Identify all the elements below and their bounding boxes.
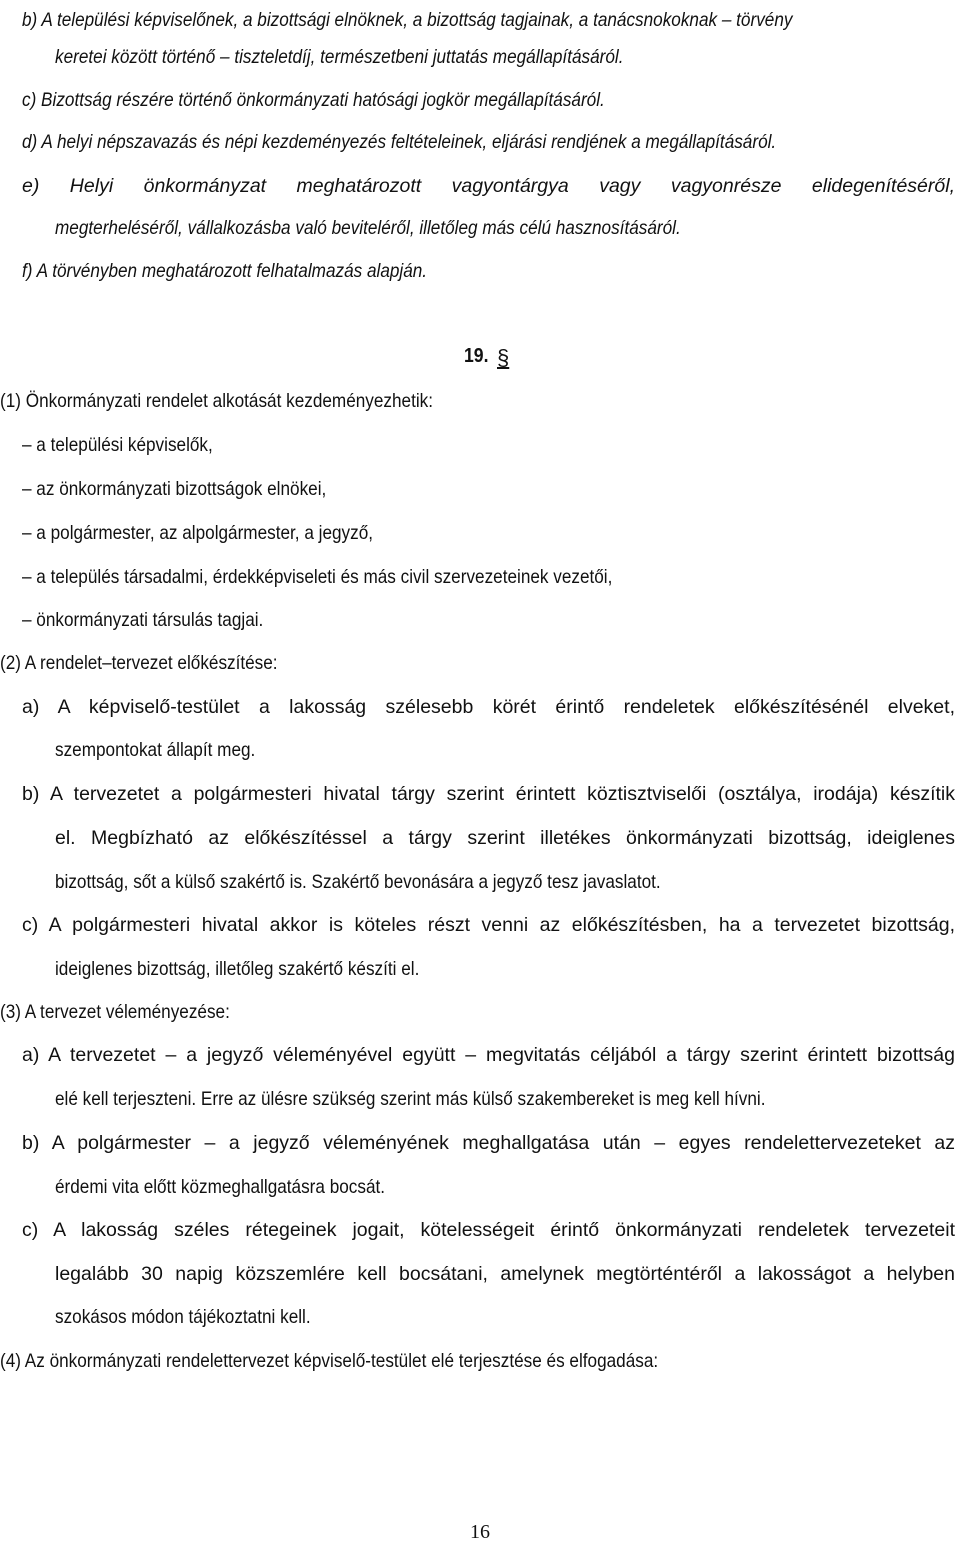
p2-item-b-line3: bizottság, sőt a külső szakértő is. Szakértő bevonására a jegyző tesz javaslatot. (55, 871, 661, 893)
p3-item-a-line1: a) A tervezetet – a jegyző véleményével együtt – megvitatás céljából a tárgy szerint érintett bizottság (22, 1044, 955, 1066)
p2-item-c-line1: c) A polgármesteri hivatal akkor is köteles részt venni az előkészítésben, ha a tervezetet bizottság, (22, 914, 955, 936)
page-number: 16 (470, 1521, 490, 1543)
list-item: – az önkormányzati bizottságok elnökei, (22, 478, 327, 500)
section-sign: § (497, 345, 510, 370)
list-item: – a polgármester, az alpolgármester, a jegyző, (22, 522, 374, 544)
p3-item-b-line2: érdemi vita előtt közmeghallgatásra bocsát. (55, 1176, 386, 1198)
list-item: – a település társadalmi, érdekképviseleti és más civil szervezeteinek vezetői, (22, 566, 613, 588)
item-c: c) Bizottság részére történő önkormányzati hatósági jogkör megállapításáról. (22, 89, 605, 111)
p2-item-a-line1: a) A képviselő-testület a lakosság szélesebb körét érintő rendeletek előkészítésénél elveket, (22, 696, 955, 718)
section-number: 19. (464, 345, 489, 367)
item-d: d) A helyi népszavazás és népi kezdeményezés feltételeinek, eljárási rendjének a megállapításáról. (22, 131, 777, 153)
paragraph-1-heading: (1) Önkormányzati rendelet alkotását kezdeményezhetik: (0, 390, 434, 412)
p2-item-a-line2: szempontokat állapít meg. (55, 739, 256, 761)
p3-item-a-line2: elé kell terjeszteni. Erre az ülésre szükség szerint más külső szakembereket is meg kell hívni. (55, 1088, 766, 1110)
paragraph-4-heading: (4) Az önkormányzati rendelettervezet képviselő-testület elé terjesztése és elfogadása: (0, 1350, 659, 1372)
p3-item-c-line3: szokásos módon tájékoztatni kell. (55, 1306, 311, 1328)
p2-item-b-line1: b) A tervezetet a polgármesteri hivatal tárgy szerint érintett köztisztviselői (osztálya, irodája) készítik (22, 783, 955, 805)
list-item: – a települési képviselők, (22, 434, 213, 456)
item-e-line2: megterheléséről, vállalkozásba való beviteléről, illetőleg más célú hasznosításáról. (55, 217, 681, 239)
p3-item-b-line1: b) A polgármester – a jegyző véleményének meghallgatása után – egyes rendelettervezeteket az (22, 1132, 955, 1154)
p3-item-c-line2: legalább 30 napig közszemlére kell bocsátani, amelynek megtörténtéről a lakosságot a helyben (55, 1263, 955, 1285)
paragraph-3-heading: (3) A tervezet véleményezése: (0, 1001, 230, 1023)
paragraph-2-heading: (2) A rendelet–tervezet előkészítése: (0, 652, 278, 674)
item-e-line1: e) Helyi önkormányzat meghatározott vagyontárgya vagy vagyonrésze elidegenítéséről, (22, 175, 955, 197)
p3-item-c-line1: c) A lakosság széles rétegeinek jogait, kötelességeit érintő önkormányzati rendeletek tervezeteit (22, 1219, 955, 1241)
item-f: f) A törvényben meghatározott felhatalmazás alapján. (22, 260, 428, 282)
item-b-line1: b) A települési képviselőnek, a bizottsági elnöknek, a bizottság tagjainak, a tanácsnokoknak – törvény (22, 9, 793, 31)
p2-item-c-line2: ideiglenes bizottság, illetőleg szakértő készíti el. (55, 958, 420, 980)
list-item: – önkormányzati társulás tagjai. (22, 609, 264, 631)
p2-item-b-line2: el. Megbízható az előkészítéssel a tárgy szerint illetékes önkormányzati bizottság, ideiglenes (55, 827, 955, 849)
item-b-line2: keretei között történő – tiszteletdíj, természetbeni juttatás megállapításáról. (55, 46, 624, 68)
